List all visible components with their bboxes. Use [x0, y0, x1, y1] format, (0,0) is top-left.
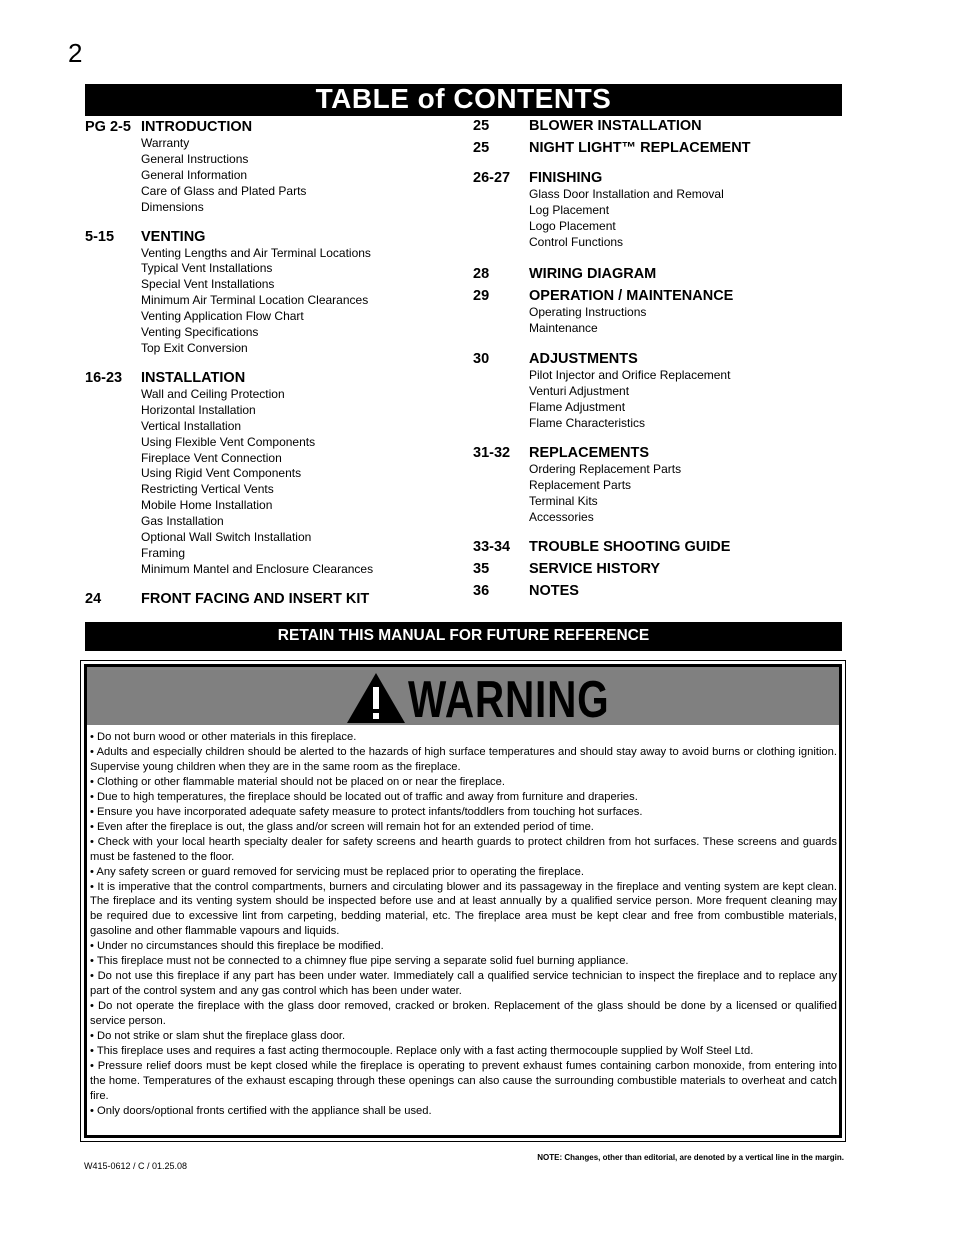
toc-subitem: Log Placement	[529, 202, 610, 217]
toc-subitem: Replacement Parts	[529, 477, 632, 492]
toc-section	[473, 117, 853, 135]
toc-subitem: Pilot Injector and Orifice Replacement	[529, 368, 731, 383]
toc-subitem: Dimensions	[141, 199, 204, 214]
toc-section	[473, 139, 853, 157]
toc-subitem: Restricting Vertical Vents	[141, 482, 274, 497]
toc-subitem: Wall and Ceiling Protection	[141, 386, 285, 401]
toc-subitem: Glass Door Installation and Removal	[529, 187, 724, 201]
warning-item: • Pressure relief doors must be kept closed while the fireplace is operating to prevent exhaust fumes containing carbon monoxide, from entering into the home. Temperatures of the exhaust escaping through these openings can also cause the surrounding combustible materials to overheat and catch fire.	[90, 1059, 837, 1102]
toc-subitem: Special Vent Installations	[141, 277, 275, 292]
toc-right-column	[473, 117, 853, 600]
toc-section	[85, 369, 455, 578]
warning-item: • This fireplace must not be connected to a chimney flue pipe serving a separate solid fuel burning appliance.	[90, 955, 629, 968]
toc-subitem: Accessories	[529, 509, 594, 524]
warning-triangle-icon	[346, 672, 406, 724]
toc-page-range: 25	[473, 118, 490, 134]
toc-section	[473, 560, 853, 578]
toc-section	[473, 444, 853, 526]
toc-subitem: Vertical Installation	[141, 418, 242, 433]
toc-subitem: Logo Placement	[529, 218, 616, 233]
toc-section-title: INTRODUCTION	[141, 119, 253, 135]
warning-item: • Adults and especially children should be alerted to the hazards of high surface temperatures and should stay away to avoid burns or clothing ignition. Supervise young children when they are in the same room as the fireplace.	[90, 745, 837, 773]
toc-section-title: VENTING	[141, 228, 206, 245]
toc-section	[473, 265, 853, 283]
toc-subitem: General Information	[141, 167, 248, 182]
toc-page-range: 28	[473, 265, 490, 282]
toc-subitem: Ordering Replacement Parts	[529, 462, 682, 477]
warning-item: • Do not use this fireplace if any part has been under water. Immediately call a qualified service technician to inspect the fireplace and to replace any part of the control system and any gas control which has been under water.	[90, 970, 837, 998]
toc-section	[85, 228, 455, 357]
toc-page-range: 16-23	[85, 369, 123, 386]
warning-item: • Due to high temperatures, the fireplace should be located out of traffic and away from furniture and draperies.	[90, 790, 638, 803]
warning-title: WARNING	[408, 671, 610, 729]
toc-subitem: Terminal Kits	[529, 493, 598, 508]
toc-section	[473, 350, 853, 432]
toc-section-title: FINISHING	[529, 170, 603, 186]
toc-subitem: Flame Characteristics	[529, 416, 646, 431]
toc-section-title: INSTALLATION	[141, 369, 246, 386]
toc-subitem: Using Rigid Vent Components	[141, 466, 302, 481]
page-number: 2	[68, 38, 83, 68]
warning-item: • It is imperative that the control compartments, burners and circulating blower and its passageway in the fireplace and venting system are kept clean. The fireplace and its venting system should be inspected before use and at least annually by a qualified service person. More frequent cleaning may be required due to excessive lint from carpeting, bedding material, etc. The fireplace area must be kept clear and free from combustible materials, gasoline and other flammable vapours and liquids.	[90, 880, 837, 938]
toc-subitem: Top Exit Conversion	[141, 340, 248, 355]
toc-left-column	[85, 118, 455, 608]
toc-subitem: Venting Lengths and Air Terminal Locations	[141, 245, 371, 260]
retain-manual-banner: RETAIN THIS MANUAL FOR FUTURE REFERENCE	[85, 622, 842, 651]
warning-item: • Check with your local hearth specialty dealer for safety screens and hearth guards to protect children from hot surfaces. These screens and guards must be fastened to the floor.	[90, 835, 837, 863]
toc-subitem: Horizontal Installation	[141, 402, 256, 417]
warning-item: • Do not burn wood or other materials in this fireplace.	[90, 731, 357, 743]
warning-item: • Do not operate the fireplace with the glass door removed, cracked or broken. Replacement of the glass should be done by a licensed or qualified service person.	[90, 1000, 837, 1028]
toc-page-range: 35	[473, 560, 490, 577]
toc-page-range: 5-15	[85, 228, 115, 245]
toc-subitem: Optional Wall Switch Installation	[141, 530, 312, 545]
toc-page-range: 36	[473, 582, 490, 599]
toc-title: TABLE of CONTENTS	[85, 84, 842, 116]
toc-subitem: General Instructions	[141, 151, 249, 166]
toc-section	[473, 538, 853, 556]
toc-section-title: SERVICE HISTORY	[529, 560, 661, 577]
warning-item: • Clothing or other flammable material should not be placed on or near the fireplace.	[90, 775, 505, 788]
toc-section-title: WIRING DIAGRAM	[529, 265, 657, 282]
toc-page-range: 31-32	[473, 445, 511, 462]
toc-section-title: FRONT FACING AND INSERT KIT	[141, 590, 370, 607]
toc-subitem: Venting Application Flow Chart	[141, 309, 304, 324]
toc-subitem: Flame Adjustment	[529, 400, 626, 415]
toc-section	[473, 582, 853, 600]
toc-subitem: Using Flexible Vent Components	[141, 434, 316, 449]
warning-item: • Even after the fireplace is out, the glass and/or screen will remain hot for an extended period of time.	[90, 820, 594, 833]
toc-page-range: 26-27	[473, 170, 511, 186]
toc-subitem: Minimum Mantel and Enclosure Clearances	[141, 561, 374, 576]
warning-item: • This fireplace uses and requires a fast acting thermocouple. Replace only with a fast acting thermocouple supplied by Wolf Steel Ltd.	[90, 1045, 754, 1058]
toc-subitem: Framing	[141, 545, 186, 560]
footer-note: NOTE: Changes, other than editorial, are denoted by a vertical line in the margin.	[537, 1153, 844, 1162]
toc-page-range: PG 2-5	[85, 119, 131, 135]
toc-page-range: 25	[473, 140, 490, 156]
toc-section-title: REPLACEMENTS	[529, 445, 650, 462]
toc-subitem: Gas Installation	[141, 514, 224, 529]
toc-subitem: Venturi Adjustment	[529, 384, 630, 399]
warning-item: • Do not strike or slam shut the fireplace glass door.	[90, 1030, 346, 1043]
toc-page-range: 29	[473, 287, 490, 304]
warning-item: • Only doors/optional fronts certified with the appliance shall be used.	[90, 1104, 432, 1117]
toc-section	[473, 287, 853, 337]
toc-page-range: 33-34	[473, 538, 511, 555]
toc-subitem: Care of Glass and Plated Parts	[141, 183, 307, 198]
document-code: W415-0612 / C / 01.25.08	[84, 1161, 188, 1171]
toc-section	[85, 590, 455, 608]
warning-item: • Any safety screen or guard removed for servicing must be replaced prior to operating the fireplace.	[90, 865, 584, 878]
toc-subitem: Venting Specifications	[141, 325, 259, 340]
toc-page-range: 30	[473, 351, 490, 368]
toc-section	[473, 169, 853, 251]
toc-section-title: BLOWER INSTALLATION	[529, 118, 702, 134]
toc-section-title: ADJUSTMENTS	[529, 351, 638, 368]
toc-subitem: Fireplace Vent Connection	[141, 450, 282, 465]
toc-section-title: NIGHT LIGHT™ REPLACEMENT	[529, 140, 751, 156]
toc-subitem: Mobile Home Installation	[141, 498, 273, 513]
warning-item: • Under no circumstances should this fireplace be modified.	[90, 940, 384, 953]
toc-section	[85, 118, 455, 216]
warning-text	[90, 730, 837, 1119]
toc-section-title: TROUBLE SHOOTING GUIDE	[529, 538, 731, 555]
toc-subitem: Warranty	[141, 136, 190, 150]
toc-subitem: Maintenance	[529, 320, 598, 335]
toc-subitem: Typical Vent Installations	[141, 261, 273, 276]
toc-subitem: Operating Instructions	[529, 304, 647, 319]
toc-subitem: Control Functions	[529, 234, 624, 249]
toc-section-title: NOTES	[529, 582, 579, 599]
toc-subitem: Minimum Air Terminal Location Clearances	[141, 293, 369, 308]
warning-item: • Ensure you have incorporated adequate safety measure to protect infants/toddlers from touching hot surfaces.	[90, 805, 643, 818]
toc-section-title: OPERATION / MAINTENANCE	[529, 287, 734, 304]
toc-page-range: 24	[85, 590, 102, 607]
